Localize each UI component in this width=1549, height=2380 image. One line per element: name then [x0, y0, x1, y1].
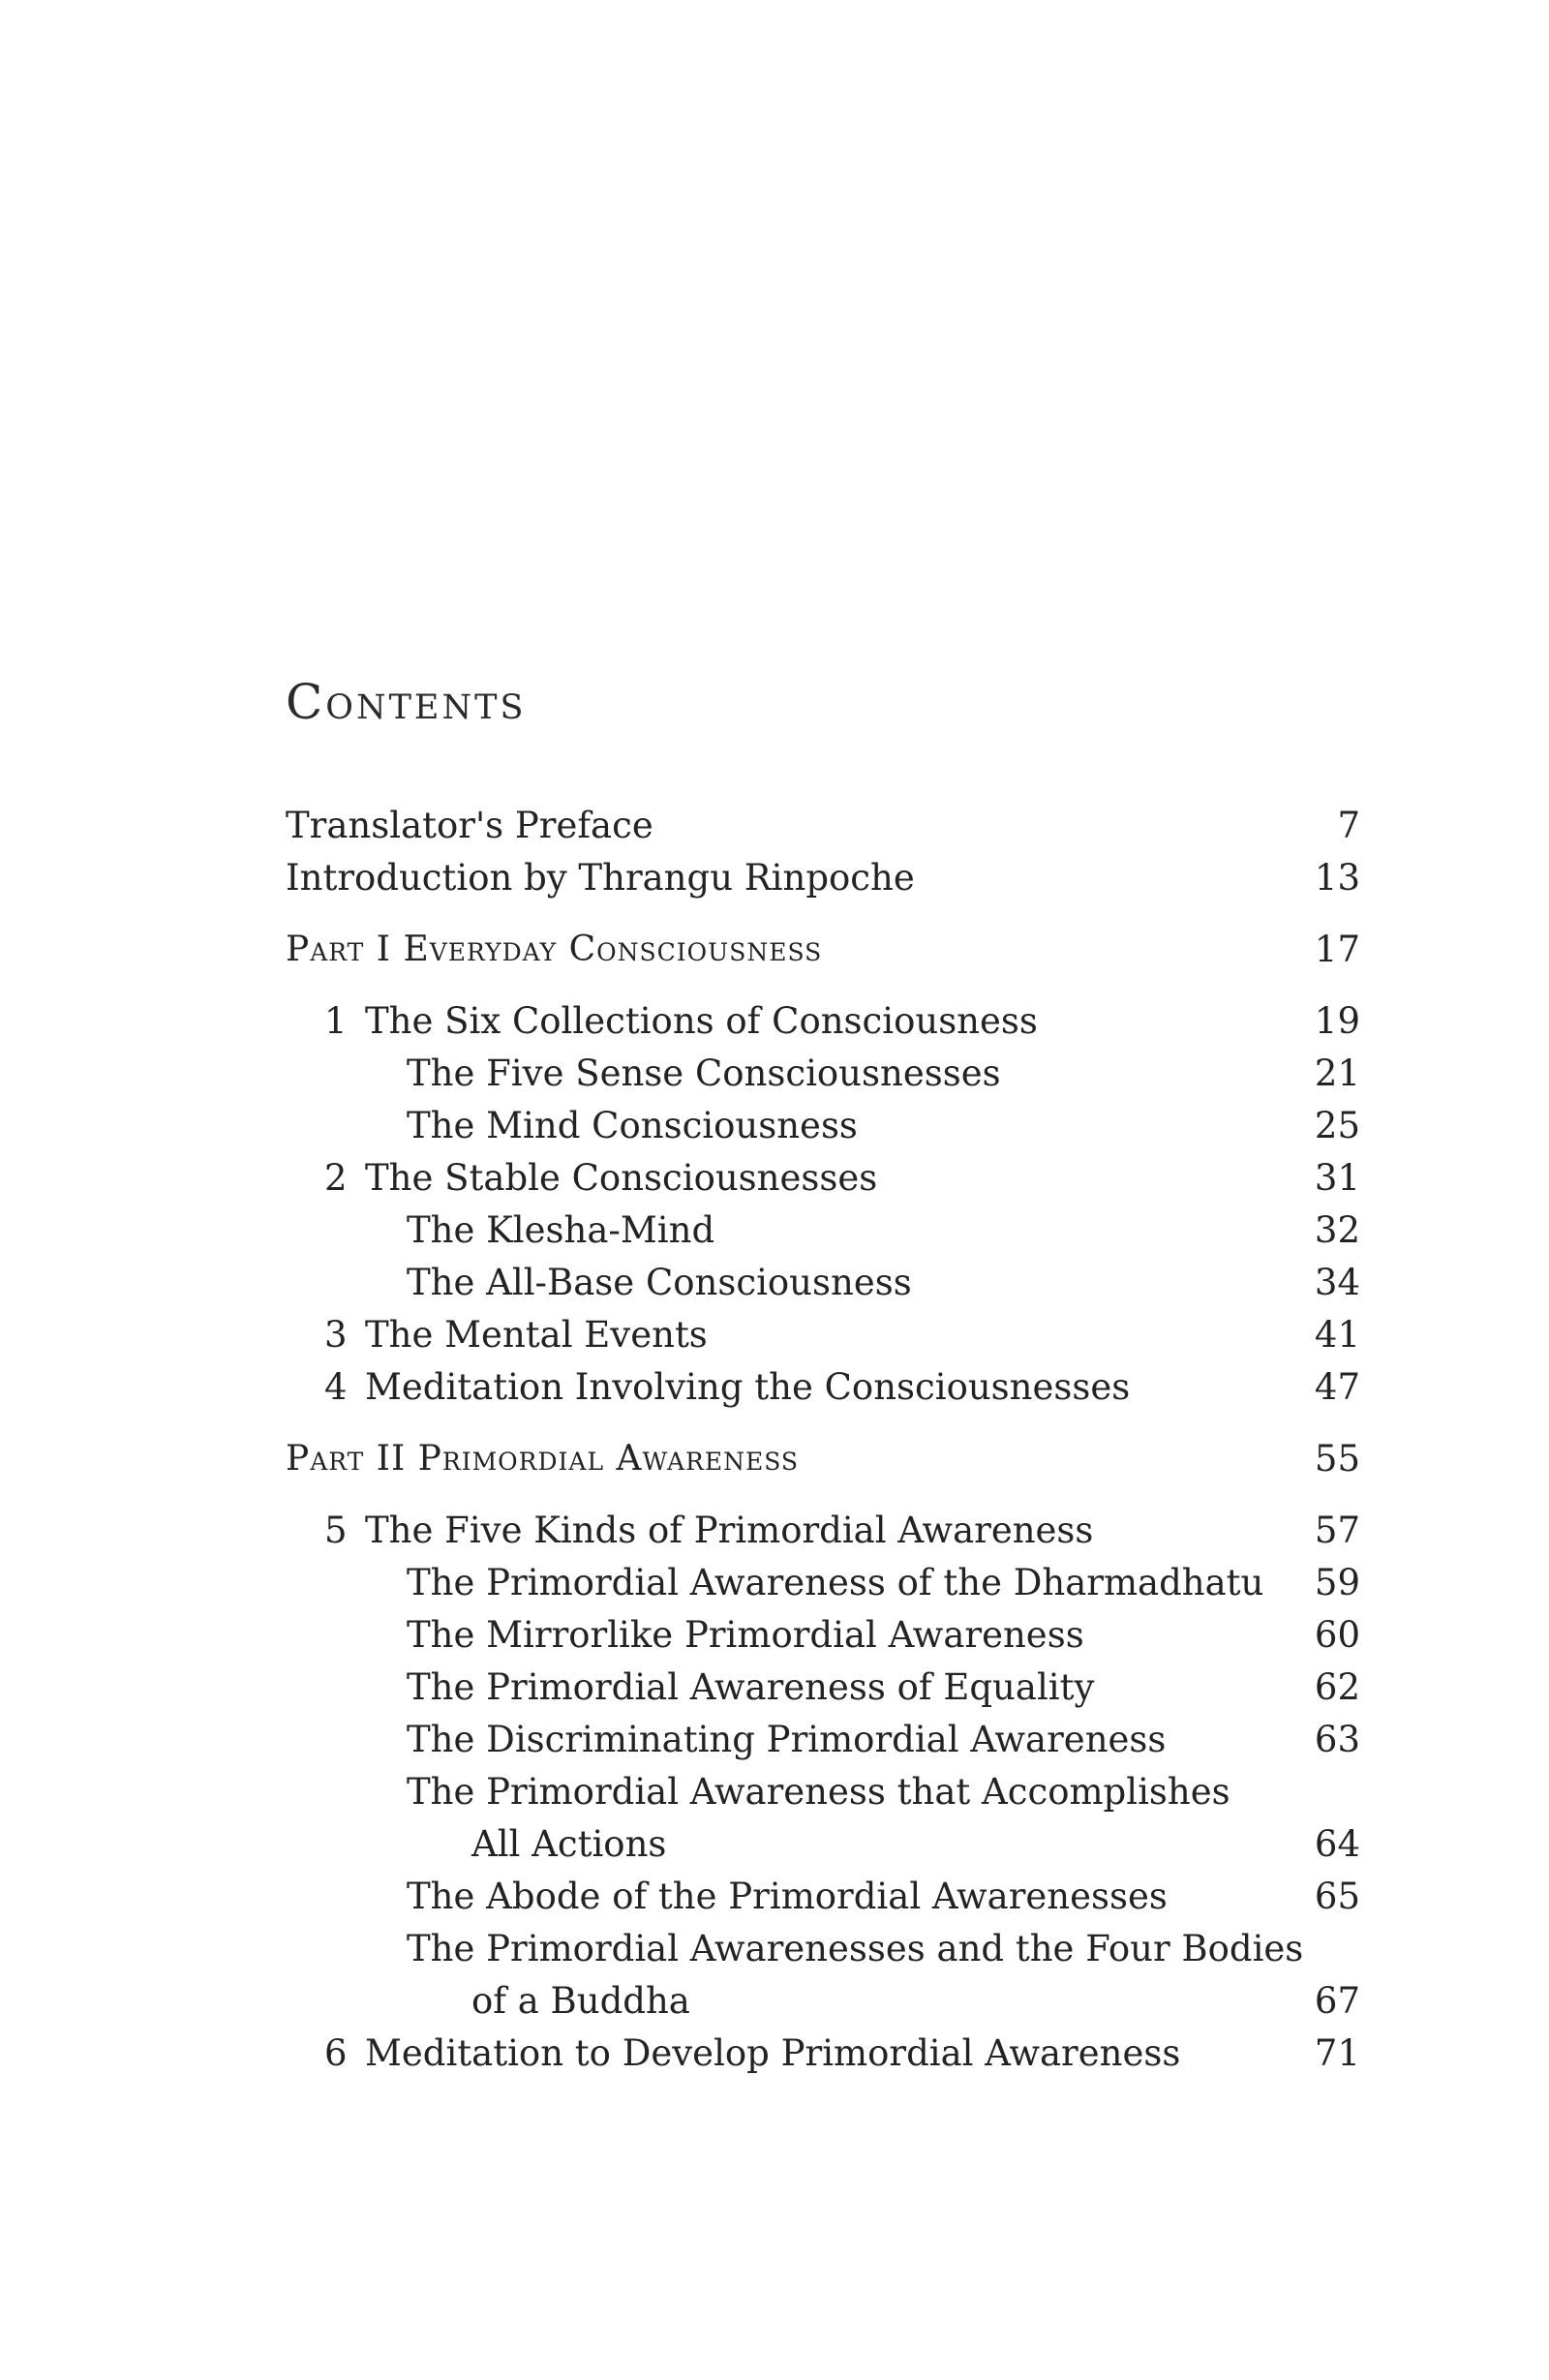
toc-entry [286, 1818, 1360, 1871]
toc-entry-title: of a Buddha [471, 1980, 690, 2022]
toc-page-number: 59 [1314, 1562, 1360, 1603]
toc-part-heading [286, 1433, 1360, 1485]
toc-entry [286, 1766, 1360, 1818]
toc-entry-title: Meditation Involving the Consciousnesses [365, 1366, 1131, 1408]
toc-entry-title: The Six Collections of Consciousness [365, 1000, 1038, 1042]
chapter-number: 2 [324, 1157, 348, 1199]
toc-entry [286, 852, 1360, 904]
toc-page-number: 25 [1314, 1105, 1360, 1146]
toc-entry-title: Translator's Preface [286, 805, 653, 846]
toc-page-number: 32 [1314, 1209, 1360, 1251]
toc-page-number: 21 [1314, 1053, 1360, 1094]
toc-entry-title: The Primordial Awareness that Accomplishes [407, 1771, 1230, 1813]
toc-entry [286, 800, 1360, 852]
toc-entry-title: Part I Everyday Consciousness [286, 930, 823, 969]
toc-page-number: 64 [1314, 1823, 1360, 1865]
toc-page-number: 13 [1314, 857, 1360, 899]
toc-entry-title: Part II Primordial Awareness [286, 1439, 800, 1479]
toc-page-number: 63 [1314, 1719, 1360, 1760]
toc-entry [286, 1923, 1360, 1975]
toc-page-number: 62 [1314, 1666, 1360, 1708]
table-of-contents [286, 800, 1360, 2080]
toc-entry-title: The Five Sense Consciousnesses [407, 1053, 1001, 1094]
toc-page-number: 41 [1314, 1314, 1360, 1356]
toc-entry [286, 1152, 1360, 1205]
toc-page-number: 55 [1314, 1438, 1360, 1480]
chapter-number: 1 [324, 1000, 348, 1042]
toc-entry [286, 1100, 1360, 1152]
toc-entry [286, 1557, 1360, 1609]
toc-page-number: 17 [1314, 929, 1360, 970]
toc-entry [286, 1609, 1360, 1662]
toc-entry [286, 1309, 1360, 1361]
toc-entry-title: The Klesha-Mind [407, 1209, 715, 1251]
toc-entry-title: The Primordial Awareness of Equality [407, 1666, 1095, 1708]
toc-entry [286, 2028, 1360, 2080]
toc-page-number: 71 [1314, 2032, 1360, 2074]
toc-page-number: 57 [1314, 1510, 1360, 1551]
toc-page-number: 67 [1314, 1980, 1360, 2022]
toc-entry-title: All Actions [471, 1823, 667, 1865]
toc-page-number: 60 [1314, 1614, 1360, 1656]
toc-entry [286, 1714, 1360, 1766]
toc-entry-title: The Abode of the Primordial Awarenesses [407, 1876, 1168, 1917]
toc-entry-title: The Mental Events [365, 1314, 708, 1356]
toc-entry-title: Introduction by Thrangu Rinpoche [286, 857, 915, 899]
toc-part-heading [286, 924, 1360, 976]
chapter-number: 4 [324, 1366, 348, 1408]
toc-entry-title: The Stable Consciousnesses [365, 1157, 878, 1199]
chapter-number: 6 [324, 2032, 348, 2074]
toc-page-number: 47 [1314, 1366, 1360, 1408]
toc-entry [286, 1662, 1360, 1714]
chapter-number: 5 [324, 1510, 348, 1551]
toc-entry [286, 1205, 1360, 1257]
toc-entry-title: The All-Base Consciousness [407, 1262, 912, 1303]
toc-entry [286, 1505, 1360, 1557]
toc-entry [286, 1975, 1360, 2028]
toc-entry-title: The Primordial Awarenesses and the Four Bodies [407, 1928, 1304, 1969]
toc-entry-title: Meditation to Develop Primordial Awareness [365, 2032, 1181, 2074]
toc-entry [286, 1257, 1360, 1309]
toc-entry [286, 1361, 1360, 1414]
toc-entry [286, 995, 1360, 1048]
toc-entry-title: The Discriminating Primordial Awareness [407, 1719, 1167, 1760]
toc-entry-title: The Mirrorlike Primordial Awareness [407, 1614, 1084, 1656]
page-title: Contents [286, 674, 527, 730]
toc-page-number: 34 [1314, 1262, 1360, 1303]
toc-page-number: 19 [1314, 1000, 1360, 1042]
toc-entry-title: The Five Kinds of Primordial Awareness [365, 1510, 1094, 1551]
chapter-number: 3 [324, 1314, 348, 1356]
toc-entry-title: The Mind Consciousness [407, 1105, 858, 1146]
toc-entry-title: The Primordial Awareness of the Dharmadhatu [407, 1562, 1264, 1603]
toc-entry [286, 1871, 1360, 1923]
toc-page-number: 7 [1337, 805, 1360, 846]
toc-page-number: 31 [1314, 1157, 1360, 1199]
toc-page-number: 65 [1314, 1876, 1360, 1917]
toc-entry [286, 1048, 1360, 1100]
